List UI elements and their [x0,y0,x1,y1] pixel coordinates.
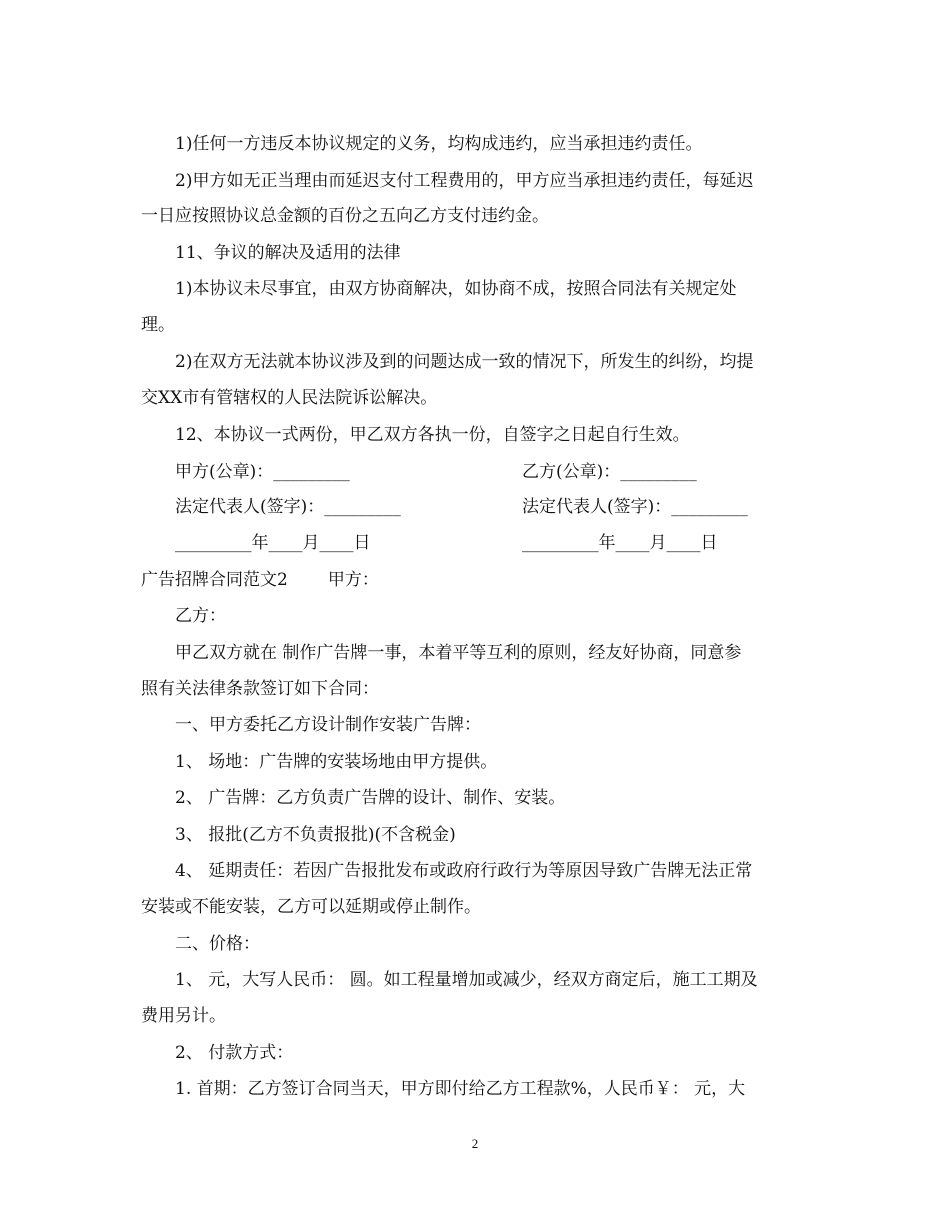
section-11-heading: 11、争议的解决及适用的法律 [175,243,401,263]
party-a-label: 甲方： [327,570,379,590]
page-number: 2 [471,1136,479,1151]
item-approval: 3、 报批(乙方不负责报批)(不含税金) [175,825,456,845]
item-first-payment: 1. 首期：乙方签订合同当天，甲方即付给乙方工程款%，人民币￥： 元，大 [175,1079,746,1099]
clause-10-1: 1)任何一方违反本协议规定的义务，均构成违约，应当承担违约责任。 [175,134,703,154]
item-price-cont: 费用另计。 [141,1006,226,1026]
clause-10-2: 2)甲方如无正当理由而延迟支付工程费用的，甲方应当承担违约责任，每延迟 [175,171,754,191]
section-two-heading: 二、价格： [175,934,260,954]
item-billboard: 2、 广告牌：乙方负责广告牌的设计、制作、安装。 [175,788,566,808]
intro-paragraph-cont: 照有关法律条款签订如下合同： [141,679,379,699]
party-b-seal: 乙方(公章)：_________ [522,462,697,482]
item-price: 1、 元，大写人民币： 圆。如工程量增加或减少，经双方商定后，施工工期及 [175,970,758,990]
clause-11-2: 2)在双方无法就本协议涉及到的问题达成一致的情况下，所发生的纠纷，均提 [175,352,754,372]
section-one-heading: 一、甲方委托乙方设计制作安装广告牌： [175,715,481,735]
party-b-date: _________年____月____日 [522,533,718,553]
party-a-seal: 甲方(公章)：_________ [175,462,350,482]
contract-title-row [141,569,379,591]
party-b-representative: 法定代表人(签字)：_________ [522,497,748,517]
clause-11-1: 1)本协议未尽事宜，由双方协商解决，如协商不成，按照合同法有关规定处 [175,279,737,299]
party-a-date: _________年____月____日 [175,533,371,553]
clause-11-2-cont: 交XX市有管辖权的人民法院诉讼解决。 [141,388,438,408]
item-delay-cont: 安装或不能安装，乙方可以延期或停止制作。 [141,897,481,917]
item-venue: 1、 场地：广告牌的安装场地由甲方提供。 [175,752,498,772]
clause-11-1-cont: 理。 [141,315,175,335]
intro-paragraph: 甲乙双方就在 制作广告牌一事，本着平等互利的原则，经友好协商，同意参 [175,643,742,663]
item-delay: 4、 延期责任：若因广告报批发布或政府行政行为等原因导致广告牌无法正常 [175,861,753,881]
section-12-text: 12、本协议一式两份，甲乙双方各执一份，自签字之日起自行生效。 [175,425,690,445]
party-a-representative: 法定代表人(签字)：_________ [175,497,401,517]
clause-10-2-cont: 一日应按照协议总金额的百份之五向乙方支付违约金。 [141,206,549,226]
contract-title: 广告招牌合同范文2 [141,570,288,590]
item-payment: 2、 付款方式： [175,1043,294,1063]
party-b-label: 乙方： [175,606,226,626]
